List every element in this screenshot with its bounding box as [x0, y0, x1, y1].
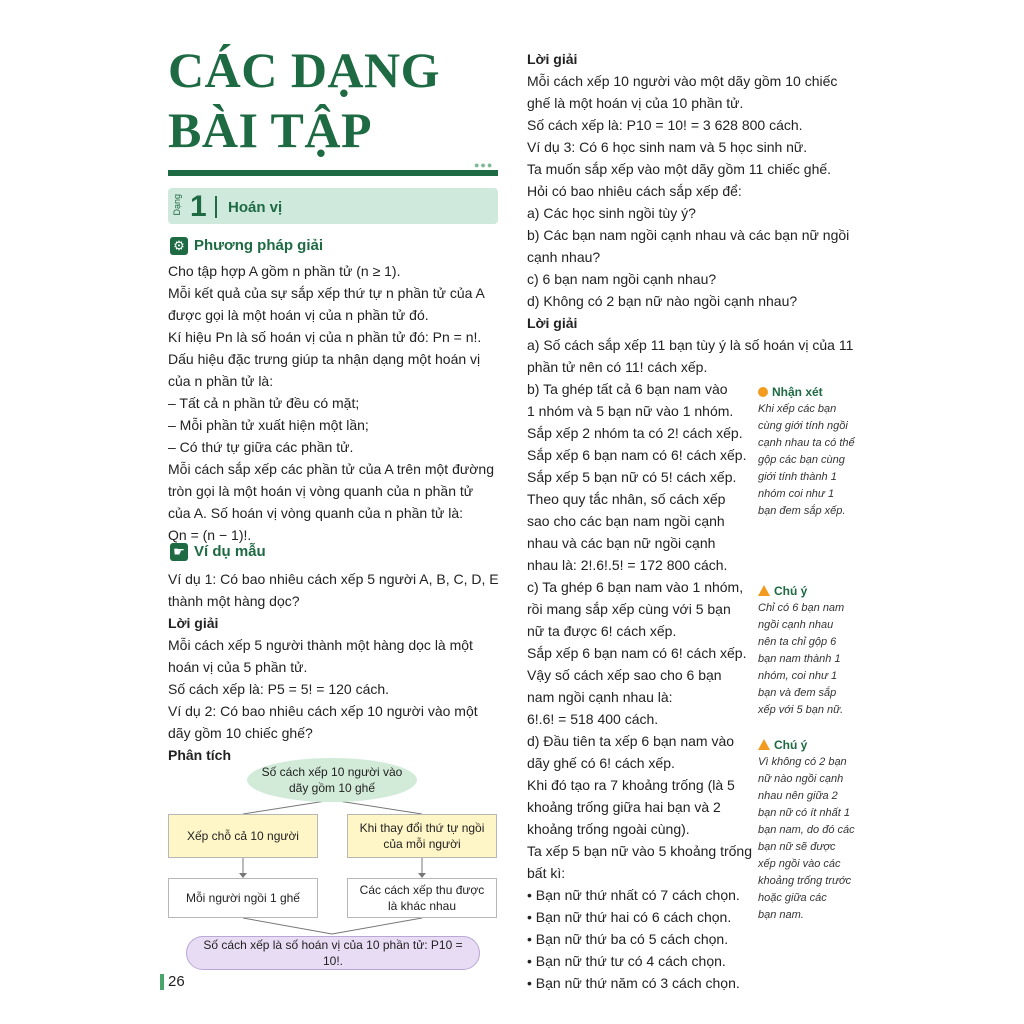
- narrow-line: Vậy số cách xếp sao cho 6 bạn: [527, 667, 722, 683]
- example-line: thành một hàng dọc?: [168, 593, 300, 609]
- middle-line: phần tử nên có 11! cách xếp.: [527, 359, 708, 375]
- narrow-line: nhau và các bạn nữ ngồi cạnh: [527, 535, 716, 551]
- title-line-1: CÁC DẠNG: [168, 42, 441, 98]
- warning-heading-text: Chú ý: [774, 738, 808, 752]
- remark-line: cùng giới tính ngồi: [758, 420, 848, 432]
- narrow-line: khoảng trống giữa hai bạn và 2: [527, 799, 721, 815]
- warning-icon: [758, 739, 770, 750]
- narrow-line: rồi mang sắp xếp cùng với 5 bạn: [527, 601, 731, 617]
- example-line: Số cách xếp là: P5 = 5! = 120 cách.: [168, 681, 390, 697]
- method-line: tròn gọi là một hoán vị vòng quanh của n phần tử: [168, 483, 474, 499]
- example-line: Mỗi cách xếp 5 người thành một hàng dọc là một: [168, 637, 473, 653]
- diagram-node-right-2: Các cách xếp thu được là khác nhau: [347, 878, 497, 918]
- warning-icon: [758, 585, 770, 596]
- method-line: Mỗi kết quả của sự sắp xếp thứ tự n phần tử của A: [168, 285, 485, 301]
- middle-line: cạnh nhau?: [527, 249, 601, 265]
- middle-narrow-body: [527, 378, 752, 994]
- narrow-line: nữ ta được 6! cách xếp.: [527, 623, 677, 639]
- narrow-line: Theo quy tắc nhân, số cách xếp: [527, 491, 726, 507]
- remark-line: Khi xếp các bạn: [758, 403, 837, 415]
- warning-line: nhau nên giữa 2: [758, 790, 838, 802]
- page-number: 26: [168, 973, 185, 990]
- section-banner: [168, 188, 498, 224]
- warning-heading-text: Chú ý: [774, 584, 808, 598]
- narrow-line: Ta xếp 5 bạn nữ vào 5 khoảng trống: [527, 843, 752, 859]
- remark-line: bạn đem sắp xếp.: [758, 505, 846, 517]
- narrow-line: Sắp xếp 6 bạn nam có 6! cách xếp.: [527, 447, 747, 463]
- narrow-line: 1 nhóm và 5 bạn nữ vào 1 nhóm.: [527, 403, 734, 419]
- remark-line: nhóm coi như 1: [758, 488, 835, 500]
- middle-line: a) Số cách sắp xếp 11 bạn tùy ý là số hoán vị của 11: [527, 337, 854, 353]
- remark-line: gộp các bạn cùng: [758, 454, 845, 466]
- diagram-node-left-1: Xếp chỗ cả 10 người: [168, 814, 318, 858]
- middle-line: b) Các bạn nam ngồi cạnh nhau và các bạn nữ ngồi: [527, 227, 850, 243]
- warning-line: bạn nam thành 1: [758, 653, 841, 665]
- narrow-line: Sắp xếp 2 nhóm ta có 2! cách xếp.: [527, 425, 743, 441]
- diagram-node-bottom: Số cách xếp là số hoán vị của 10 phần tử: P10 = 10!.: [186, 936, 480, 970]
- example-line: hoán vị của 5 phần tử.: [168, 659, 308, 675]
- narrow-line: • Bạn nữ thứ nhất có 7 cách chọn.: [527, 887, 740, 903]
- remark-heading-text: Nhận xét: [772, 385, 823, 399]
- narrow-line: c) Ta ghép 6 bạn nam vào 1 nhóm,: [527, 579, 744, 595]
- narrow-line: • Bạn nữ thứ năm có 3 cách chọn.: [527, 975, 740, 991]
- middle-line: a) Các học sinh ngồi tùy ý?: [527, 205, 696, 221]
- method-line: Qn = (n − 1)!.: [168, 527, 252, 543]
- side-note-warning-1: [758, 583, 862, 719]
- method-line: – Có thứ tự giữa các phần tử.: [168, 439, 354, 455]
- title-line-2: BÀI TẬP: [168, 102, 373, 158]
- warning-line: xếp với 5 bạn nữ.: [758, 704, 844, 716]
- method-line: Kí hiệu Pn là số hoán vị của n phần tử đó: Pn = n!.: [168, 329, 482, 345]
- warning-line: hoặc giữa các: [758, 892, 827, 904]
- middle-line: Ta muốn sắp xếp vào một dãy gồm 11 chiếc ghế.: [527, 161, 832, 177]
- method-line: được gọi là một hoán vị của n phần tử đó.: [168, 307, 429, 323]
- warning-line: bạn nữ có ít nhất 1: [758, 807, 850, 819]
- narrow-line: nhau là: 2!.6!.5! = 172 800 cách.: [527, 557, 728, 573]
- section-number: 1: [190, 190, 207, 223]
- narrow-line: dãy ghế có 6! cách xếp.: [527, 755, 675, 771]
- warning-heading: [758, 583, 862, 600]
- warning-line: bạn nữ sẽ được: [758, 841, 836, 853]
- gear-icon: ⚙: [170, 237, 188, 255]
- narrow-line: • Bạn nữ thứ hai có 6 cách chọn.: [527, 909, 732, 925]
- solution-heading: Lời giải: [527, 315, 578, 331]
- diagram-node-right-1: Khi thay đổi thứ tự ngồi của mỗi người: [347, 814, 497, 858]
- remark-line: giới tính thành 1: [758, 471, 837, 483]
- example-line: Ví dụ 2: Có bao nhiêu cách xếp 10 người vào một: [168, 703, 478, 719]
- warning-line: xếp ngồi vào các: [758, 858, 841, 870]
- narrow-line: 6!.6! = 518 400 cách.: [527, 711, 659, 727]
- side-note-warning-2: [758, 737, 862, 924]
- middle-line: c) 6 bạn nam ngồi cạnh nhau?: [527, 271, 717, 287]
- warning-heading: [758, 737, 862, 754]
- remark-line: cạnh nhau ta có thể: [758, 437, 855, 449]
- method-line: của A. Số hoán vị vòng quanh của n phần tử là:: [168, 505, 464, 521]
- page-title: [168, 40, 498, 160]
- title-rule: [168, 170, 498, 176]
- narrow-line: • Bạn nữ thứ ba có 5 cách chọn.: [527, 931, 729, 947]
- side-note-remark: [758, 384, 862, 520]
- narrow-line: bất kì:: [527, 865, 566, 881]
- example-line: dãy gồm 10 chiếc ghế?: [168, 725, 313, 741]
- narrow-line: sao cho các bạn nam ngồi cạnh: [527, 513, 725, 529]
- warning-line: bạn và đem sắp: [758, 687, 837, 699]
- warning-line: nhóm, coi như 1: [758, 670, 838, 682]
- narrow-line: Sắp xếp 6 bạn nam có 6! cách xếp.: [527, 645, 747, 661]
- method-line: của n phần tử là:: [168, 373, 274, 389]
- lightbulb-icon: [758, 387, 768, 397]
- section-divider: [215, 196, 217, 218]
- middle-line: Ví dụ 3: Có 6 học sinh nam và 5 học sinh nữ.: [527, 139, 808, 155]
- warning-line: nữ nào ngồi cạnh: [758, 773, 844, 785]
- narrow-line: Sắp xếp 5 bạn nữ có 5! cách xếp.: [527, 469, 737, 485]
- pointing-hand-icon: ☛: [170, 543, 188, 561]
- examples-body: [168, 568, 502, 766]
- warning-line: khoảng trống trước: [758, 875, 852, 887]
- section-type-label: Dạng: [172, 194, 182, 216]
- method-heading: Phương pháp giải: [194, 237, 324, 254]
- narrow-line: khoảng trống ngoài cùng).: [527, 821, 690, 837]
- middle-line: Mỗi cách xếp 10 người vào một dãy gồm 10 chiếc: [527, 73, 838, 89]
- title-dots: ●●●: [474, 160, 494, 170]
- narrow-line: d) Đầu tiên ta xếp 6 bạn nam vào: [527, 733, 735, 749]
- middle-line: ghế là một hoán vị của 10 phần tử.: [527, 95, 744, 111]
- example-line: Ví dụ 1: Có bao nhiêu cách xếp 5 người A, B, C, D, E: [168, 571, 499, 587]
- warning-line: ngồi cạnh nhau: [758, 619, 834, 631]
- page-number-bar: [160, 974, 164, 990]
- method-line: Dấu hiệu đặc trưng giúp ta nhận dạng một hoán vị: [168, 351, 481, 367]
- method-body: [168, 260, 502, 546]
- narrow-line: Khi đó tạo ra 7 khoảng trống (là 5: [527, 777, 735, 793]
- middle-body: [527, 48, 861, 378]
- solution-heading: Lời giải: [168, 615, 219, 631]
- method-line: – Mỗi phần tử xuất hiện một lần;: [168, 417, 369, 433]
- analysis-heading: Phân tích: [168, 747, 232, 763]
- warning-line: Chỉ có 6 bạn nam: [758, 602, 845, 614]
- middle-line: Số cách xếp là: P10 = 10! = 3 628 800 cách.: [527, 117, 803, 133]
- examples-heading: Ví dụ mẫu: [194, 543, 266, 560]
- method-line: Mỗi cách sắp xếp các phần tử của A trên một đường: [168, 461, 494, 477]
- remark-heading: [758, 384, 862, 401]
- solution-heading: Lời giải: [527, 51, 578, 67]
- warning-line: nên ta chỉ gộp 6: [758, 636, 837, 648]
- warning-line: bạn nam, do đó các: [758, 824, 855, 836]
- narrow-line: nam ngồi cạnh nhau là:: [527, 689, 673, 705]
- warning-line: Vì không có 2 bạn: [758, 756, 847, 768]
- section-label: Hoán vị: [228, 199, 283, 216]
- diagram-node-left-2: Mỗi người ngồi 1 ghế: [168, 878, 318, 918]
- narrow-line: b) Ta ghép tất cả 6 bạn nam vào: [527, 381, 728, 397]
- narrow-line: • Bạn nữ thứ tư có 4 cách chọn.: [527, 953, 726, 969]
- method-line: Cho tập hợp A gồm n phần tử (n ≥ 1).: [168, 263, 401, 279]
- warning-line: bạn nam.: [758, 909, 804, 921]
- method-line: – Tất cả n phần tử đều có mặt;: [168, 395, 360, 411]
- middle-line: d) Không có 2 bạn nữ nào ngồi cạnh nhau?: [527, 293, 798, 309]
- diagram-node-top: Số cách xếp 10 người vào dãy gồm 10 ghế: [247, 758, 417, 802]
- middle-line: Hỏi có bao nhiêu cách sắp xếp để:: [527, 183, 742, 199]
